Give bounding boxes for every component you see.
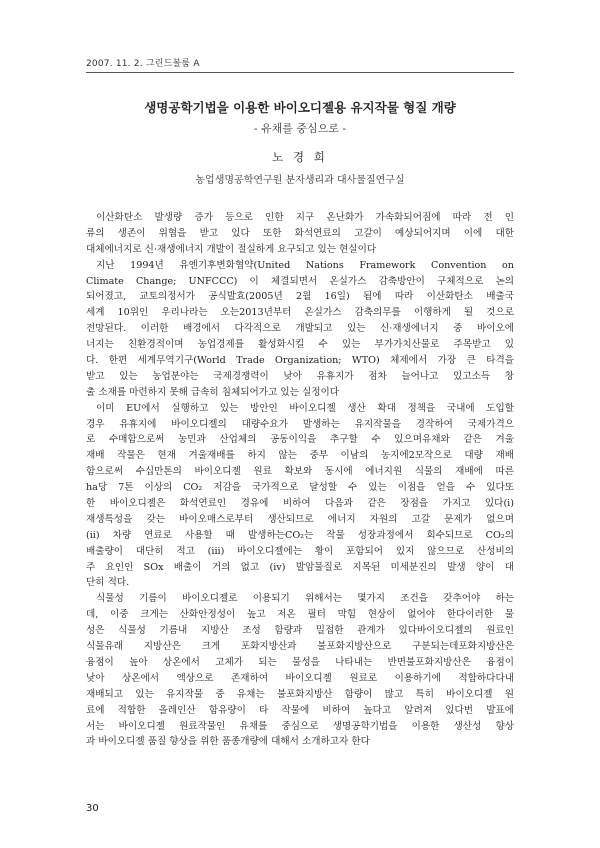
body-line: 낮아 상온에서 액상으로 존재하여 바이오디젤 원료로 이용하기에 적합하다다내 <box>86 672 514 684</box>
body-line: 지난 1994년 유엔기후변화협약(United Nations Framework Convention on <box>96 259 514 271</box>
page-number: 30 <box>86 803 99 814</box>
body-line: 경우 유휴지에 바이오디젤의 대량수요가 발생하는 유지작물을 경작하여 국제가격으 <box>86 418 514 430</box>
body-line: 성은 식물성 기름내 지방산 조성 함량과 밀접한 관계가 있다바이오디젤의 원료인 <box>86 625 514 637</box>
body-line: 재배 작물은 현재 겨울재배를 하지 않는 중부 이남의 농지에2모작으로 대량 재배 <box>86 450 514 462</box>
body-line: 이산화탄소 발생량 증가 등으로 인한 지구 온난화가 가속화되어짐에 따라 전 인 <box>96 212 514 223</box>
body-line: 한 바이오디젤은 화석연료인 경유에 비하여 다음과 같은 장점을 가지고 있다(i) <box>86 498 514 510</box>
body-line: 데, 이중 크게는 산화안정성이 높고 저온 필터 막힘 현상이 없어야 한다이러한 물 <box>86 609 514 621</box>
body-line: ha당 7톤 이상의 CO₂ 저감을 국가적으로 달성할 수 있는 이점을 얻을 수 있다또 <box>86 482 514 494</box>
body-line: 식물성 기름이 바이오디젤로 이용되기 위해서는 몇가지 조건을 갖추어야 하는 <box>96 593 514 605</box>
body-line: 배출량이 대단히 적고 (iii) 바이오디젤에는 황이 포함되어 있지 않으므로 산성비의 <box>86 545 514 557</box>
body-line: 재생특성을 갖는 바이오매스로부터 생산되므로 에너지 자원의 고갈 문제가 없으며 <box>86 513 514 525</box>
body-line: 되어졌고, 교토의정서가 공식발효(2005년 2월 16일) 됨에 따라 이산화탄소 배출국 <box>86 291 514 303</box>
body-line: 류의 생존이 위협을 받고 있다 또한 화석연료의 고갈이 예상되어지며 이에 대한 <box>86 227 514 239</box>
body-line: 출 소재를 마련하지 못해 급속히 침체되어가고 있는 실정이다 <box>86 386 340 398</box>
body-line: 함으로써 수십만톤의 바이오디젤 원료 확보와 동시에 에너지원 식물의 재배에 따른 <box>86 466 514 478</box>
body-line: 로 수매함으로써 농민과 산업체의 공동이익을 추구할 수 있으며유채와 같은 겨울 <box>86 434 514 446</box>
body-line: 이미 EU에서 실행하고 있는 방안인 바이오디젤 생산 확대 정책을 국내에 도입할 <box>96 402 514 414</box>
paper-subtitle: - 유채를 중심으로 - <box>253 122 347 135</box>
running-header: 2007. 11. 2. 그린드볼룸 A <box>86 59 200 69</box>
author-affiliation: 농업생명공학연구원 분자생리과 대사물질연구실 <box>195 175 405 186</box>
body-line: 전망된다. 이러한 배경에서 다각적으로 개발되고 있는 신·재생에너지 중 바이오에 <box>86 323 514 335</box>
body-line: 식물유래 지방산은 크게 포화지방산과 불포화지방산으로 구분되는데포화지방산은 <box>86 641 514 653</box>
body-text <box>86 210 514 750</box>
author-name: 노 경 희 <box>272 150 328 164</box>
body-line: 다. 한편 세계무역기구(World Trade Organization; WTO) 체제에서 가장 큰 타격을 <box>86 355 514 367</box>
body-line: 받고 있는 농업분야는 국제경쟁력이 낮아 유휴지가 점차 늘어나고 있고소득 창 <box>86 370 514 382</box>
paper-title: 생명공학기법을 이용한 바이오디젤용 유지작물 형질 개량 <box>144 100 456 115</box>
body-line: Climate Change; UNFCCC) 이 체결되면서 온실가스 감축방안이 구체적으로 논의 <box>86 275 514 287</box>
body-line: 세계 10위인 우리나라는 오는2013년부터 온실가스 감축의무를 이행하게 될 것으로 <box>86 307 514 319</box>
header-rule <box>86 72 514 73</box>
body-line: 단히 적다. <box>86 577 130 589</box>
body-line: 과 바이오디젤 품질 향상을 위한 품종개량에 대해서 소개하고자 한다 <box>86 736 370 748</box>
body-line: 주 요인인 SOx 배출이 거의 없고 (iv) 발암물질로 지목된 미세분진의 발생 양이 대 <box>86 561 514 573</box>
body-line: 대체에너지로 신·재생에너지 개발이 절실하게 요구되고 있는 현실이다 <box>86 243 377 255</box>
body-line: 너지는 친환경적이며 농업경제를 활성화시킬 수 있는 부가가치산물로 주목받고 있 <box>86 339 514 351</box>
body-line: 재배되고 있는 유지작물 중 유채는 불포화지방산 함량이 많고 특히 바이오디젤 원 <box>86 688 514 700</box>
body-line: (ii) 차량 연료로 사용할 때 발생하는CO₂는 작물 성장과정에서 회수되므로 CO₂의 <box>86 529 514 541</box>
body-line: 서는 바이오디젤 원료작물인 유채를 중심으로 생명공학기법을 이용한 생산성 향상 <box>86 720 514 732</box>
body-line: 융점이 높아 상온에서 고체가 되는 물성을 나타내는 반면불포화지방산은 융점이 <box>86 656 514 668</box>
body-line: 료에 적합한 올레인산 함유량이 타 작물에 비하여 높다고 알려져 있다번 발표에 <box>86 704 514 716</box>
